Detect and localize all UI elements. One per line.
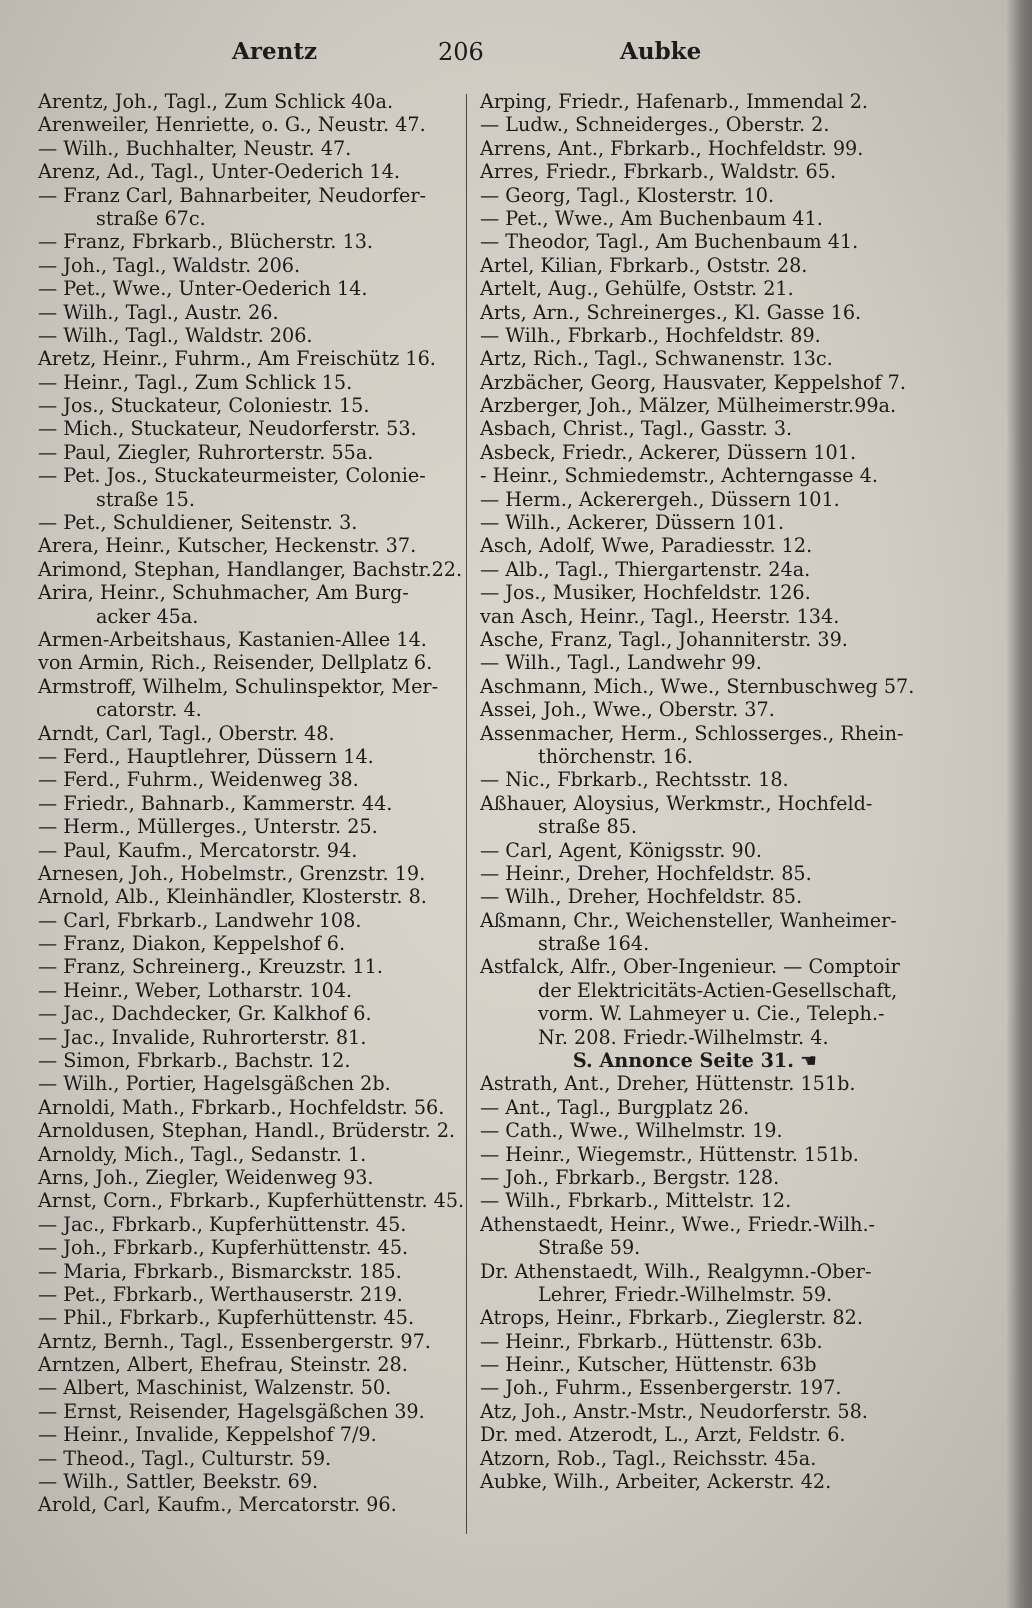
entry-text: Arzbächer, Georg, Hausvater, Keppelshof 7. xyxy=(480,370,906,394)
directory-entry-line xyxy=(38,581,478,604)
directory-entry-line xyxy=(38,464,478,487)
entry-text: Arzberger, Joh., Mälzer, Mülheimerstr.99a. xyxy=(480,394,897,418)
directory-entry-line xyxy=(38,1049,478,1072)
entry-text: Athenstaedt, Heinr., Wwe., Friedr.-Wilh.- xyxy=(480,1212,876,1236)
entry-text: — Theodor, Tagl., Am Buchenbaum 41. xyxy=(480,230,859,254)
directory-entry-line xyxy=(38,675,478,698)
directory-entry-line xyxy=(38,1072,478,1095)
entry-text: — Ferd., Hauptlehrer, Düssern 14. xyxy=(38,744,374,768)
entry-text: Asche, Franz, Tagl., Johanniterstr. 39. xyxy=(480,627,848,651)
directory-entry-line xyxy=(38,441,478,464)
directory-entry-line xyxy=(38,534,478,557)
directory-entry-line xyxy=(38,1002,478,1025)
entry-text: — Heinr., Kutscher, Hüttenstr. 63b xyxy=(480,1353,817,1377)
directory-entry-line xyxy=(480,558,950,581)
entry-text: Nr. 208. Friedr.-Wilhelmstr. 4. xyxy=(538,1025,829,1049)
directory-entry-line xyxy=(38,1189,478,1212)
entry-text: — Wilh., Buchhalter, Neustr. 47. xyxy=(38,136,352,160)
entry-text: — Herm., Müllerges., Unterstr. 25. xyxy=(38,815,378,839)
entry-text: Aubke, Wilh., Arbeiter, Ackerstr. 42. xyxy=(480,1470,832,1494)
entry-text: Asbeck, Friedr., Ackerer, Düssern 101. xyxy=(480,440,857,464)
left-column xyxy=(38,90,478,1517)
entry-text: — Herm., Ackerergeh., Düssern 101. xyxy=(480,487,840,511)
directory-entry-line xyxy=(38,394,478,417)
directory-entry-line xyxy=(38,815,478,838)
directory-entry-line xyxy=(38,1376,478,1399)
entry-text: Artz, Rich., Tagl., Schwanenstr. 13c. xyxy=(480,347,833,371)
directory-entry-line xyxy=(480,1236,950,1259)
entry-text: Arntz, Bernh., Tagl., Essenbergerstr. 97. xyxy=(38,1329,431,1353)
directory-entry-line xyxy=(38,1026,478,1049)
entry-text: Straße 59. xyxy=(538,1236,641,1260)
pointing-hand-icon: ☚ xyxy=(799,1049,818,1073)
entry-text: — Albert, Maschinist, Walzenstr. 50. xyxy=(38,1376,392,1400)
directory-entry-line xyxy=(38,1236,478,1259)
directory-entry-line xyxy=(480,394,950,417)
entry-text: — Heinr., Wiegemstr., Hüttenstr. 151b. xyxy=(480,1142,859,1166)
directory-entry-line xyxy=(480,347,950,370)
entry-text: Arnoldi, Math., Fbrkarb., Hochfeldstr. 56. xyxy=(38,1095,445,1119)
entry-text: — Phil., Fbrkarb., Kupferhüttenstr. 45. xyxy=(38,1306,415,1330)
entry-text: Armen-Arbeitshaus, Kastanien-Allee 14. xyxy=(38,627,427,651)
directory-entry-line xyxy=(38,113,478,136)
entry-text: — Heinr., Dreher, Hochfeldstr. 85. xyxy=(480,861,812,885)
directory-entry-line xyxy=(480,1072,950,1095)
entry-text: thörchenstr. 16. xyxy=(538,744,693,768)
entry-text: Assenmacher, Herm., Schlosserges., Rhein- xyxy=(480,721,904,745)
entry-text: Dr. Athenstaedt, Wilh., Realgymn.-Ober- xyxy=(480,1259,872,1283)
entry-text: Astrath, Ant., Dreher, Hüttenstr. 151b. xyxy=(480,1072,856,1096)
directory-entry-line xyxy=(38,955,478,978)
directory-entry-line xyxy=(480,1353,950,1376)
entry-text: Arera, Heinr., Kutscher, Heckenstr. 37. xyxy=(38,534,417,558)
annonce-reference xyxy=(480,1049,950,1072)
directory-entry-line xyxy=(480,1096,950,1119)
directory-entry-line xyxy=(480,1400,950,1423)
directory-entry-line xyxy=(38,839,478,862)
directory-entry-line xyxy=(480,628,950,651)
entry-text: Arns, Joh., Ziegler, Weidenweg 93. xyxy=(38,1165,374,1189)
entry-text: von Armin, Rich., Reisender, Dellplatz 6. xyxy=(38,651,433,675)
entry-text: — Pet., Wwe., Am Buchenbaum 41. xyxy=(480,206,823,230)
directory-entry-line xyxy=(38,417,478,440)
directory-entry-line xyxy=(480,160,950,183)
directory-entry-line xyxy=(38,1493,478,1516)
directory-entry-line xyxy=(480,1423,950,1446)
directory-entry-line xyxy=(480,184,950,207)
entry-text: Asbach, Christ., Tagl., Gasstr. 3. xyxy=(480,417,793,441)
entry-text: — Nic., Fbrkarb., Rechtsstr. 18. xyxy=(480,768,789,792)
entry-text: straße 15. xyxy=(96,487,195,511)
directory-entry-line xyxy=(480,698,950,721)
entry-text: — Ant., Tagl., Burgplatz 26. xyxy=(480,1095,750,1119)
directory-entry-line xyxy=(480,113,950,136)
directory-entry-line xyxy=(480,1002,950,1025)
directory-entry-line xyxy=(38,651,478,674)
directory-entry-line xyxy=(480,768,950,791)
entry-text: S. Annonce Seite 31. xyxy=(572,1049,794,1073)
directory-entry-line xyxy=(480,979,950,1002)
directory-entry-line xyxy=(38,932,478,955)
entry-text: Arnoldy, Mich., Tagl., Sedanstr. 1. xyxy=(38,1142,367,1166)
directory-entry-line xyxy=(38,628,478,651)
entry-text: straße 67c. xyxy=(96,206,206,230)
entry-text: — Heinr., Invalide, Keppelshof 7/9. xyxy=(38,1423,377,1447)
entry-text: — Franz, Diakon, Keppelshof 6. xyxy=(38,932,346,956)
directory-entry-line xyxy=(480,511,950,534)
directory-entry-line xyxy=(38,1470,478,1493)
directory-entry-line xyxy=(480,815,950,838)
entry-text: Atrops, Heinr., Fbrkarb., Zieglerstr. 82. xyxy=(480,1306,863,1330)
entry-text: — Joh., Tagl., Waldstr. 206. xyxy=(38,253,301,277)
entry-text: — Jos., Musiker, Hochfeldstr. 126. xyxy=(480,581,811,605)
entry-text: Arping, Friedr., Hafenarb., Immendal 2. xyxy=(480,90,869,113)
entry-text: — Friedr., Bahnarb., Kammerstr. 44. xyxy=(38,791,393,815)
entry-text: — Jos., Stuckateur, Coloniestr. 15. xyxy=(38,394,370,418)
entry-text: Arres, Friedr., Fbrkarb., Waldstr. 65. xyxy=(480,160,837,184)
entry-text: — Alb., Tagl., Thiergartenstr. 24a. xyxy=(480,557,811,581)
directory-entry-line xyxy=(480,839,950,862)
directory-entry-line xyxy=(38,885,478,908)
directory-entry-line xyxy=(480,792,950,815)
directory-entry-line xyxy=(38,909,478,932)
entry-text: — Paul, Kaufm., Mercatorstr. 94. xyxy=(38,838,358,862)
entry-text: — Wilh., Sattler, Beekstr. 69. xyxy=(38,1470,319,1494)
directory-entry-line xyxy=(38,745,478,768)
entry-text: — Ferd., Fuhrm., Weidenweg 38. xyxy=(38,768,359,792)
directory-entry-line xyxy=(38,605,478,628)
directory-entry-line xyxy=(38,1119,478,1142)
entry-text: — Franz Carl, Bahnarbeiter, Neudorfer- xyxy=(38,183,426,207)
entry-text: van Asch, Heinr., Tagl., Heerstr. 134. xyxy=(480,604,840,628)
entry-text: — Simon, Fbrkarb., Bachstr. 12. xyxy=(38,1049,351,1073)
directory-entry-line xyxy=(480,722,950,745)
entry-text: — Wilh., Portier, Hagelsgäßchen 2b. xyxy=(38,1072,391,1096)
directory-entry-line xyxy=(480,90,950,113)
directory-entry-line xyxy=(480,862,950,885)
header-left-catchword: Arentz xyxy=(232,38,318,65)
directory-entry-line xyxy=(480,488,950,511)
directory-entry-line xyxy=(38,254,478,277)
entry-text: straße 164. xyxy=(538,932,650,956)
directory-entry-line xyxy=(38,792,478,815)
directory-entry-line xyxy=(38,1166,478,1189)
entry-text: Arimond, Stephan, Handlanger, Bachstr.22. xyxy=(38,557,463,581)
directory-entry-line xyxy=(38,488,478,511)
directory-entry-line xyxy=(38,1306,478,1329)
entry-text: Arnesen, Joh., Hobelmstr., Grenzstr. 19. xyxy=(38,861,426,885)
directory-entry-line xyxy=(480,137,950,160)
directory-entry-line xyxy=(38,230,478,253)
page-header xyxy=(0,38,1032,78)
entry-text: — Wilh., Dreher, Hochfeldstr. 85. xyxy=(480,885,803,909)
entry-text: — Jac., Invalide, Ruhrorterstr. 81. xyxy=(38,1025,367,1049)
entry-text: Atzorn, Rob., Tagl., Reichsstr. 45a. xyxy=(480,1446,817,1470)
entry-text: acker 45a. xyxy=(96,604,199,628)
entry-text: Arentz, Joh., Tagl., Zum Schlick 40a. xyxy=(38,90,394,113)
entry-text: Arold, Carl, Kaufm., Mercatorstr. 96. xyxy=(38,1493,397,1517)
entry-text: Assei, Joh., Wwe., Oberstr. 37. xyxy=(480,698,775,722)
directory-entry-line xyxy=(480,1447,950,1470)
directory-entry-line xyxy=(480,1143,950,1166)
directory-entry-line xyxy=(38,722,478,745)
entry-text: — Ernst, Reisender, Hagelsgäßchen 39. xyxy=(38,1399,425,1423)
directory-entry-line xyxy=(480,1166,950,1189)
directory-entry-line xyxy=(38,160,478,183)
directory-entry-line xyxy=(38,184,478,207)
directory-entry-line xyxy=(38,1283,478,1306)
entry-text: — Jac., Dachdecker, Gr. Kalkhof 6. xyxy=(38,1002,372,1026)
directory-entry-line xyxy=(38,1423,478,1446)
entry-text: Arnst, Corn., Fbrkarb., Kupferhüttenstr. 45. xyxy=(38,1189,465,1213)
entry-text: straße 85. xyxy=(538,815,637,839)
directory-entry-line xyxy=(480,932,950,955)
entry-text: — Wilh., Tagl., Austr. 26. xyxy=(38,300,279,324)
page-number: 206 xyxy=(438,38,484,66)
entry-text: — Franz, Schreinerg., Kreuzstr. 11. xyxy=(38,955,383,979)
directory-entry-line xyxy=(480,1119,950,1142)
entry-text: — Cath., Wwe., Wilhelmstr. 19. xyxy=(480,1119,783,1143)
entry-text: Atz, Joh., Anstr.-Mstr., Neudorferstr. 58. xyxy=(480,1399,868,1423)
entry-text: Arts, Arn., Schreinerges., Kl. Gasse 16. xyxy=(480,300,862,324)
entry-text: catorstr. 4. xyxy=(96,698,202,722)
entry-text: — Franz, Fbrkarb., Blücherstr. 13. xyxy=(38,230,374,254)
directory-entry-line xyxy=(480,1213,950,1236)
entry-text: Arndt, Carl, Tagl., Oberstr. 48. xyxy=(38,721,335,745)
directory-entry-line xyxy=(38,90,478,113)
directory-entry-line xyxy=(480,301,950,324)
directory-entry-line xyxy=(480,1306,950,1329)
entry-text: — Georg, Tagl., Klosterstr. 10. xyxy=(480,183,775,207)
directory-entry-line xyxy=(38,768,478,791)
directory-entry-line xyxy=(480,230,950,253)
directory-entry-line xyxy=(480,1470,950,1493)
directory-entry-line xyxy=(480,1376,950,1399)
page-edge-shadow xyxy=(1006,0,1032,1608)
entry-text: Arrens, Ant., Fbrkarb., Hochfeldstr. 99. xyxy=(480,136,864,160)
entry-text: Lehrer, Friedr.-Wilhelmstr. 59. xyxy=(538,1282,833,1306)
header-right-catchword: Aubke xyxy=(620,38,702,65)
directory-entry-line xyxy=(38,1330,478,1353)
entry-text: Asch, Adolf, Wwe, Paradiesstr. 12. xyxy=(480,534,813,558)
entry-text: Aßmann, Chr., Weichensteller, Wanheimer- xyxy=(480,908,897,932)
entry-text: — Jac., Fbrkarb., Kupferhüttenstr. 45. xyxy=(38,1212,407,1236)
directory-entry-line xyxy=(38,1400,478,1423)
directory-entry-line xyxy=(38,511,478,534)
entry-text: Aßhauer, Aloysius, Werkmstr., Hochfeld- xyxy=(480,791,873,815)
directory-entry-line xyxy=(38,371,478,394)
entry-text: — Pet., Schuldiener, Seitenstr. 3. xyxy=(38,511,358,535)
right-column xyxy=(480,90,950,1493)
directory-entry-line xyxy=(480,207,950,230)
directory-entry-line xyxy=(480,651,950,674)
entry-text: — Heinr., Tagl., Zum Schlick 15. xyxy=(38,370,353,394)
entry-text: Aretz, Heinr., Fuhrm., Am Freischütz 16. xyxy=(38,347,436,371)
directory-entry-line xyxy=(38,1260,478,1283)
entry-text: — Theod., Tagl., Culturstr. 59. xyxy=(38,1446,332,1470)
entry-text: Arnoldusen, Stephan, Handl., Brüderstr. 2. xyxy=(38,1119,456,1143)
directory-entry-line xyxy=(480,1026,950,1049)
entry-text: Artel, Kilian, Fbrkarb., Oststr. 28. xyxy=(480,253,808,277)
entry-text: Arenweiler, Henriette, o. G., Neustr. 47. xyxy=(38,113,426,137)
directory-entry-line xyxy=(38,1213,478,1236)
directory-entry-line xyxy=(480,909,950,932)
entry-text: Arnold, Alb., Kleinhändler, Klosterstr. 8. xyxy=(38,885,427,909)
directory-entry-line xyxy=(480,1260,950,1283)
entry-text: — Paul, Ziegler, Ruhrorterstr. 55a. xyxy=(38,440,374,464)
entry-text: Astfalck, Alfr., Ober-Ingenieur. — Comptoir xyxy=(480,955,900,979)
directory-entry-line xyxy=(480,534,950,557)
directory-entry-line xyxy=(38,137,478,160)
directory-entry-line xyxy=(38,1143,478,1166)
directory-entry-line xyxy=(480,885,950,908)
entry-text: - Heinr., Schmiedemstr., Achterngasse 4. xyxy=(480,464,878,488)
entry-text: — Wilh., Ackerer, Düssern 101. xyxy=(480,511,785,535)
entry-text: — Joh., Fbrkarb., Bergstr. 128. xyxy=(480,1165,780,1189)
directory-entry-line xyxy=(480,605,950,628)
entry-text: Aschmann, Mich., Wwe., Sternbuschweg 57. xyxy=(480,674,915,698)
directory-entry-line xyxy=(38,558,478,581)
entry-text: — Carl, Fbrkarb., Landwehr 108. xyxy=(38,908,362,932)
entry-text: — Wilh., Tagl., Landwehr 99. xyxy=(480,651,762,675)
directory-entry-line xyxy=(38,1447,478,1470)
entry-text: Dr. med. Atzerodt, L., Arzt, Feldstr. 6. xyxy=(480,1423,846,1447)
entry-text: Arenz, Ad., Tagl., Unter-Oederich 14. xyxy=(38,160,400,184)
entry-text: — Pet. Jos., Stuckateurmeister, Colonie- xyxy=(38,464,426,488)
directory-entry-line xyxy=(480,1283,950,1306)
directory-entry-line xyxy=(480,277,950,300)
entry-text: Arira, Heinr., Schuhmacher, Am Burg- xyxy=(38,581,409,605)
directory-entry-line xyxy=(38,324,478,347)
entry-text: — Mich., Stuckateur, Neudorferstr. 53. xyxy=(38,417,417,441)
entry-text: vorm. W. Lahmeyer u. Cie., Teleph.- xyxy=(538,1002,885,1026)
directory-entry-line xyxy=(480,955,950,978)
entry-text: — Carl, Agent, Königsstr. 90. xyxy=(480,838,763,862)
directory-entry-line xyxy=(480,675,950,698)
entry-text: der Elektricitäts-Actien-Gesellschaft, xyxy=(538,978,898,1002)
directory-entry-line xyxy=(38,862,478,885)
entry-text: — Wilh., Tagl., Waldstr. 206. xyxy=(38,323,313,347)
directory-entry-line xyxy=(480,441,950,464)
directory-entry-line xyxy=(480,324,950,347)
entry-text: — Pet., Fbrkarb., Werthauserstr. 219. xyxy=(38,1282,403,1306)
entry-text: Artelt, Aug., Gehülfe, Oststr. 21. xyxy=(480,277,794,301)
entry-text: — Pet., Wwe., Unter-Oederich 14. xyxy=(38,277,368,301)
entry-text: — Joh., Fbrkarb., Kupferhüttenstr. 45. xyxy=(38,1236,409,1260)
directory-entry-line xyxy=(38,1353,478,1376)
directory-entry-line xyxy=(480,1330,950,1353)
directory-entry-line xyxy=(38,347,478,370)
directory-entry-line xyxy=(38,979,478,1002)
directory-entry-line xyxy=(480,371,950,394)
entry-text: — Ludw., Schneiderges., Oberstr. 2. xyxy=(480,113,830,137)
directory-entry-line xyxy=(480,464,950,487)
directory-entry-line xyxy=(38,1096,478,1119)
directory-entry-line xyxy=(480,581,950,604)
directory-entry-line xyxy=(38,207,478,230)
directory-entry-line xyxy=(38,277,478,300)
directory-entry-line xyxy=(480,254,950,277)
entry-text: — Wilh., Fbrkarb., Mittelstr. 12. xyxy=(480,1189,792,1213)
directory-entry-line xyxy=(480,745,950,768)
entry-text: — Maria, Fbrkarb., Bismarckstr. 185. xyxy=(38,1259,402,1283)
directory-entry-line xyxy=(38,301,478,324)
entry-text: — Heinr., Fbrkarb., Hüttenstr. 63b. xyxy=(480,1329,823,1353)
directory-entry-line xyxy=(480,417,950,440)
entry-text: Armstroff, Wilhelm, Schulinspektor, Mer- xyxy=(38,674,439,698)
directory-entry-line xyxy=(38,698,478,721)
entry-text: Arntzen, Albert, Ehefrau, Steinstr. 28. xyxy=(38,1353,408,1377)
entry-text: — Joh., Fuhrm., Essenbergerstr. 197. xyxy=(480,1376,842,1400)
entry-text: — Wilh., Fbrkarb., Hochfeldstr. 89. xyxy=(480,323,821,347)
entry-text: — Heinr., Weber, Lotharstr. 104. xyxy=(38,978,353,1002)
directory-entry-line xyxy=(480,1189,950,1212)
